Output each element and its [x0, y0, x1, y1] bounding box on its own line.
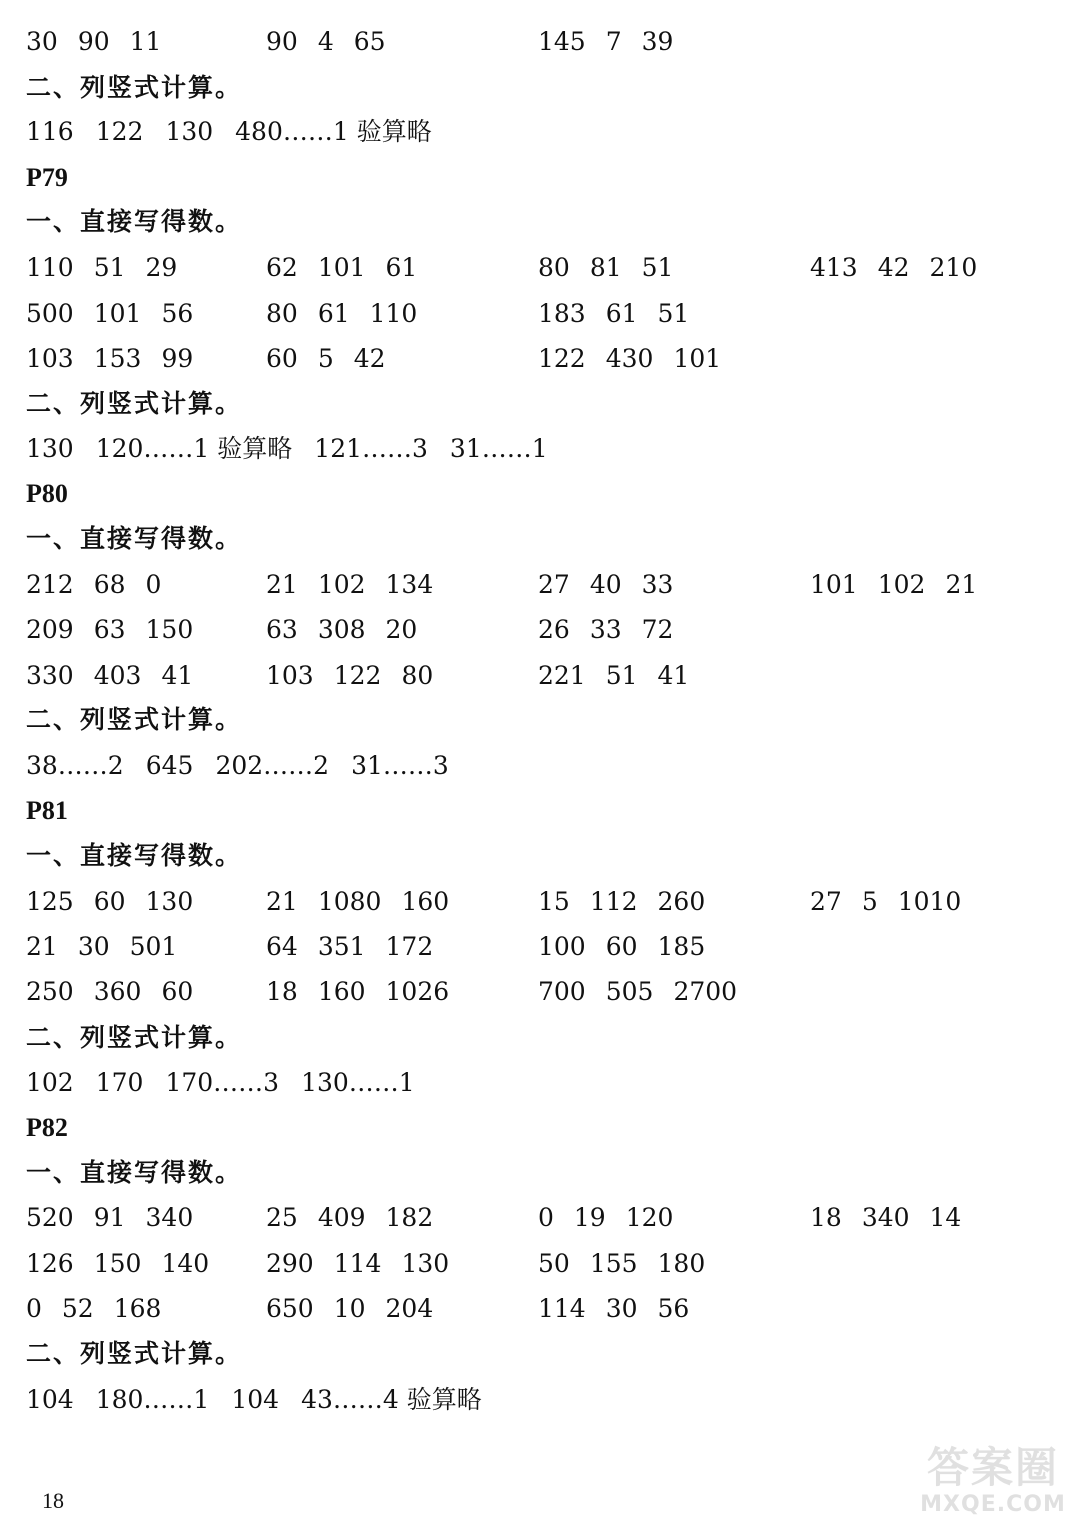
- answer-value: 100: [538, 932, 586, 961]
- answer-group: [26, 656, 266, 696]
- answer-value: 60: [161, 977, 194, 1006]
- site-watermark: [908, 1444, 1078, 1530]
- answer-group: [266, 248, 538, 288]
- answer-value: 520: [26, 1203, 74, 1232]
- answer-value: 155: [589, 1249, 638, 1278]
- answer-row: [26, 927, 810, 967]
- answer-group: [266, 22, 538, 62]
- calc-answer: 645: [145, 751, 194, 780]
- answer-row: [26, 565, 1050, 605]
- answer-value: 221: [538, 661, 586, 690]
- answer-value: 21: [266, 887, 298, 916]
- answer-value: 27: [810, 887, 842, 916]
- answer-group: [538, 882, 810, 922]
- calc-answer: 170……3: [165, 1068, 280, 1097]
- answer-value: 40: [589, 570, 622, 599]
- answer-value: 80: [401, 661, 434, 690]
- answer-value: 501: [129, 932, 178, 961]
- answer-value: 180: [657, 1249, 706, 1278]
- answer-group: [266, 882, 538, 922]
- answer-value: 102: [877, 570, 926, 599]
- answer-value: 81: [589, 253, 622, 282]
- answer-value: 212: [26, 570, 74, 599]
- answer-group: [26, 339, 266, 379]
- section-heading: 二、列竖式计算。: [26, 705, 243, 734]
- answer-value: 26: [538, 615, 570, 644]
- answer-value: 14: [929, 1203, 962, 1232]
- answer-group: [26, 248, 266, 288]
- calc-answer: 180……1: [95, 1385, 210, 1414]
- answer-value: 7: [605, 27, 622, 56]
- calc-answer: 104: [26, 1385, 74, 1414]
- answer-value: 290: [266, 1249, 314, 1278]
- answer-group: [538, 1198, 810, 1238]
- answer-group: [538, 972, 810, 1012]
- answer-group: [26, 565, 266, 605]
- calc-answer: 38……2: [26, 751, 124, 780]
- section-heading: 一、直接写得数。: [26, 1158, 243, 1187]
- answer-group: [538, 610, 810, 650]
- answer-value: 505: [605, 977, 654, 1006]
- answer-value: 1026: [385, 977, 450, 1006]
- answer-value: 130: [401, 1249, 450, 1278]
- answer-value: 650: [266, 1294, 314, 1323]
- answer-value: 130: [145, 887, 194, 916]
- page-label: P79: [26, 163, 68, 192]
- answer-group: [26, 927, 266, 967]
- answer-group: [26, 1244, 266, 1284]
- answer-value: 41: [657, 661, 690, 690]
- answer-value: 125: [26, 887, 74, 916]
- answer-value: 60: [266, 344, 298, 373]
- answer-group: [266, 1198, 538, 1238]
- calc-answer: 121……3: [314, 434, 428, 463]
- answer-value: 120: [625, 1203, 674, 1232]
- answer-value: 63: [266, 615, 298, 644]
- answer-value: 33: [641, 570, 674, 599]
- answer-value: 183: [538, 299, 586, 328]
- answer-value: 68: [93, 570, 126, 599]
- answer-value: 51: [641, 253, 674, 282]
- answer-group: [810, 248, 1050, 288]
- answer-value: 103: [26, 344, 74, 373]
- calc-answer: 102: [26, 1068, 74, 1097]
- calc-answer: 122: [95, 117, 144, 146]
- answer-value: 150: [93, 1249, 142, 1278]
- answer-group: [26, 22, 266, 62]
- answer-value: 351: [317, 932, 366, 961]
- answer-value: 90: [77, 27, 110, 56]
- calc-answer: 31……1: [449, 434, 548, 463]
- answer-group: [538, 1289, 810, 1329]
- answer-row: [26, 248, 1050, 288]
- answer-value: 134: [385, 570, 434, 599]
- watermark-logo-text: 答案圈: [926, 1443, 1059, 1492]
- answer-value: 56: [657, 1294, 690, 1323]
- answer-value: 250: [26, 977, 74, 1006]
- answer-value: 29: [145, 253, 178, 282]
- answer-group: [26, 610, 266, 650]
- answer-row: [26, 1198, 1050, 1238]
- answer-value: 101: [93, 299, 142, 328]
- calc-answer: 43……4 验算略: [301, 1385, 482, 1414]
- answer-value: 42: [877, 253, 910, 282]
- answer-value: 62: [266, 253, 298, 282]
- answer-value: 140: [161, 1249, 210, 1278]
- answer-group: [538, 294, 810, 334]
- answer-value: 50: [538, 1249, 570, 1278]
- calc-answer-row: [26, 1380, 504, 1420]
- answer-value: 168: [113, 1294, 162, 1323]
- answer-value: 91: [93, 1203, 126, 1232]
- answer-value: 150: [145, 615, 194, 644]
- answer-row: [26, 1289, 810, 1329]
- calc-answer: 130……1: [301, 1068, 415, 1097]
- answer-group: [538, 565, 810, 605]
- answer-group: [26, 882, 266, 922]
- answer-value: 60: [93, 887, 126, 916]
- calc-answer: 116: [26, 117, 74, 146]
- answer-value: 0: [26, 1294, 42, 1323]
- answer-value: 260: [657, 887, 706, 916]
- answer-value: 185: [657, 932, 706, 961]
- calc-answer-row: [26, 1063, 437, 1103]
- calc-answer: 170: [95, 1068, 144, 1097]
- answer-value: 52: [61, 1294, 94, 1323]
- answer-value: 340: [145, 1203, 194, 1232]
- answer-row: [26, 294, 810, 334]
- answer-value: 101: [317, 253, 366, 282]
- answer-value: 60: [605, 932, 638, 961]
- answer-value: 90: [266, 27, 298, 56]
- answer-value: 51: [605, 661, 638, 690]
- answer-value: 413: [810, 253, 858, 282]
- watermark-url: MXQE.COM: [920, 1492, 1066, 1517]
- answer-row: [26, 339, 810, 379]
- answer-value: 182: [385, 1203, 434, 1232]
- calc-answer: 202……2: [215, 751, 330, 780]
- answer-group: [538, 656, 810, 696]
- answer-value: 360: [93, 977, 142, 1006]
- answer-value: 101: [673, 344, 722, 373]
- answer-group: [266, 294, 538, 334]
- answer-value: 10: [333, 1294, 366, 1323]
- answer-value: 330: [26, 661, 74, 690]
- page-number: 18: [42, 1488, 64, 1513]
- answer-value: 25: [266, 1203, 298, 1232]
- answer-group: [538, 248, 810, 288]
- section-heading: 一、直接写得数。: [26, 207, 243, 236]
- section-heading: 二、列竖式计算。: [26, 73, 243, 102]
- answer-value: 19: [573, 1203, 606, 1232]
- answer-group: [810, 565, 1050, 605]
- answer-group: [810, 882, 1050, 922]
- answer-value: 110: [369, 299, 418, 328]
- calc-answer: 130: [165, 117, 214, 146]
- answer-value: 61: [317, 299, 350, 328]
- answer-value: 80: [266, 299, 298, 328]
- answer-row: [26, 1244, 810, 1284]
- answer-group: [266, 610, 538, 650]
- calc-answer: 104: [231, 1385, 280, 1414]
- answer-value: 15: [538, 887, 570, 916]
- answer-group: [26, 972, 266, 1012]
- answer-value: 21: [266, 570, 298, 599]
- answer-value: 27: [538, 570, 570, 599]
- answer-value: 72: [641, 615, 674, 644]
- answer-value: 5: [861, 887, 878, 916]
- answer-value: 103: [266, 661, 314, 690]
- answer-value: 99: [161, 344, 194, 373]
- answer-value: 11: [129, 27, 162, 56]
- calc-answer-row: [26, 429, 570, 469]
- answer-value: 409: [317, 1203, 366, 1232]
- page-label: P80: [26, 479, 68, 508]
- page-label: P81: [26, 796, 68, 825]
- answer-value: 153: [93, 344, 142, 373]
- answer-value: 430: [605, 344, 654, 373]
- answer-group: [538, 339, 810, 379]
- answer-value: 33: [589, 615, 622, 644]
- answer-value: 18: [266, 977, 298, 1006]
- answer-group: [26, 1198, 266, 1238]
- answer-value: 1010: [897, 887, 962, 916]
- answer-value: 18: [810, 1203, 842, 1232]
- answer-group: [266, 565, 538, 605]
- answer-value: 41: [161, 661, 194, 690]
- answer-value: 102: [317, 570, 366, 599]
- section-heading: 二、列竖式计算。: [26, 389, 243, 418]
- answer-value: 700: [538, 977, 586, 1006]
- answer-value: 63: [93, 615, 126, 644]
- calc-answer: 130: [26, 434, 74, 463]
- answer-value: 209: [26, 615, 74, 644]
- answer-value: 39: [641, 27, 674, 56]
- answer-value: 42: [353, 344, 386, 373]
- answer-group: [266, 972, 538, 1012]
- answer-group: [26, 1289, 266, 1329]
- answer-group: [266, 656, 538, 696]
- answer-value: 308: [317, 615, 366, 644]
- answer-row: [26, 656, 810, 696]
- answer-group: [26, 294, 266, 334]
- answer-value: 126: [26, 1249, 74, 1278]
- answer-value: 122: [538, 344, 586, 373]
- answer-value: 112: [589, 887, 638, 916]
- answer-group: [810, 1198, 1050, 1238]
- calc-answer: 120……1 验算略: [95, 434, 293, 463]
- answer-row: [26, 972, 810, 1012]
- answer-value: 30: [26, 27, 58, 56]
- answer-value: 114: [333, 1249, 382, 1278]
- answer-value: 56: [161, 299, 194, 328]
- answer-value: 30: [605, 1294, 638, 1323]
- answer-value: 21: [945, 570, 978, 599]
- answer-value: 61: [385, 253, 418, 282]
- answer-value: 61: [605, 299, 638, 328]
- answer-row: [26, 22, 810, 62]
- answer-value: 160: [317, 977, 366, 1006]
- answer-value: 65: [353, 27, 386, 56]
- answer-value: 2700: [673, 977, 738, 1006]
- answer-value: 21: [26, 932, 58, 961]
- answer-group: [266, 339, 538, 379]
- answer-value: 210: [929, 253, 978, 282]
- section-heading: 二、列竖式计算。: [26, 1339, 243, 1368]
- answer-value: 101: [810, 570, 858, 599]
- answer-group: [266, 1289, 538, 1329]
- answer-value: 51: [657, 299, 690, 328]
- answer-value: 0: [538, 1203, 554, 1232]
- section-heading: 二、列竖式计算。: [26, 1023, 243, 1052]
- answer-value: 122: [333, 661, 382, 690]
- answer-value: 114: [538, 1294, 586, 1323]
- answer-value: 5: [317, 344, 334, 373]
- answer-value: 145: [538, 27, 586, 56]
- answer-value: 160: [401, 887, 450, 916]
- section-heading: 一、直接写得数。: [26, 524, 243, 553]
- answer-group: [266, 1244, 538, 1284]
- answer-value: 4: [317, 27, 334, 56]
- answer-value: 1080: [317, 887, 382, 916]
- answer-value: 340: [861, 1203, 910, 1232]
- answer-row: [26, 882, 1050, 922]
- answer-value: 0: [145, 570, 162, 599]
- answer-value: 110: [26, 253, 74, 282]
- answer-group: [538, 927, 810, 967]
- calc-answer: 31……3: [351, 751, 449, 780]
- calc-answer-row: [26, 112, 454, 152]
- answer-row: [26, 610, 810, 650]
- page-label: P82: [26, 1113, 68, 1142]
- answer-value: 500: [26, 299, 74, 328]
- answer-value: 172: [385, 932, 434, 961]
- answer-group: [538, 22, 810, 62]
- answer-value: 30: [77, 932, 110, 961]
- answer-value: 204: [385, 1294, 434, 1323]
- section-heading: 一、直接写得数。: [26, 841, 243, 870]
- answer-value: 51: [93, 253, 126, 282]
- answer-group: [266, 927, 538, 967]
- answer-value: 403: [93, 661, 142, 690]
- answer-group: [538, 1244, 810, 1284]
- answer-value: 80: [538, 253, 570, 282]
- answer-value: 20: [385, 615, 418, 644]
- calc-answer-row: [26, 746, 471, 786]
- calc-answer: 480……1 验算略: [235, 117, 432, 146]
- answer-value: 64: [266, 932, 298, 961]
